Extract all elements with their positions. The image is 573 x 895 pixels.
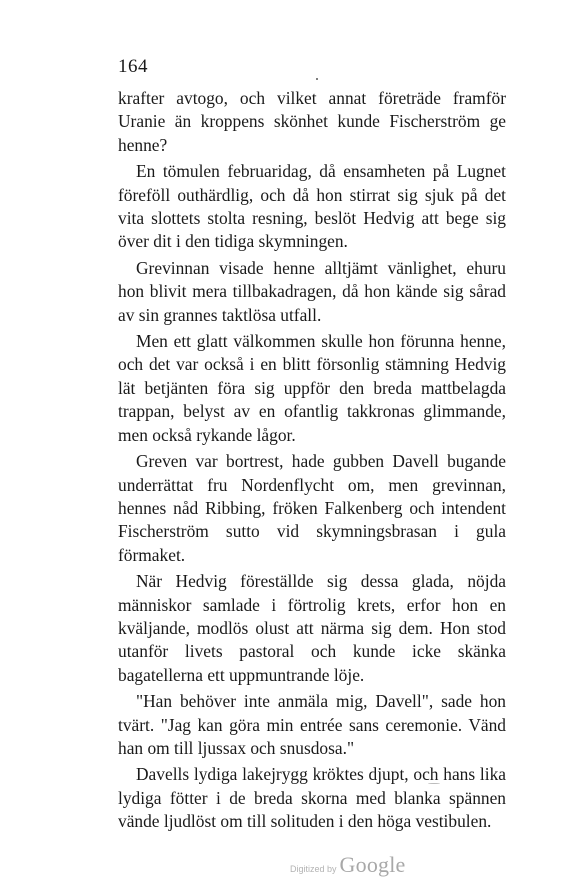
paragraph: Grevinnan visade henne alltjämt vänlighet, ehuru hon blivit mera tillbakadragen, då hon kände sig sårad av sin grannes taktlösa utfall.: [118, 257, 506, 325]
paragraph: "Han behöver inte anmäla mig, Davell", sade hon tvärt. "Jag kan göra min entrée sans ceremonie. Vänd han om till ljussax och snusdosa.": [118, 691, 506, 758]
watermark-prefix: Digitized by: [290, 864, 337, 874]
paragraph: Men ett glatt välkommen skulle hon förunna henne, och det var också i en blitt försonlig stämning Hedvig lät betjänten föra sig uppför den breda mattbelagda trappan, belyst av en ofantlig takkronas glimmande, men också rykande lågor.: [118, 331, 506, 445]
paragraph: Greven var bortrest, hade gubben Davell bugande underrättat fru Nordenflycht om, men grevinnan, hennes nåd Ribbing, fröken Falkenberg och intendent Fischerström sutto vid skymningsbrasan i gula förmaket.: [118, 451, 506, 565]
digitized-watermark: [290, 852, 406, 878]
print-speck: [316, 78, 318, 80]
paragraph: En tömulen februaridag, då ensamheten på Lugnet föreföll outhärdlig, och då hon stirrat sig sjuk på det vita slottets stolta resning, beslöt Hedvig att bege sig över dit i den tidiga skymningen.: [118, 161, 506, 252]
paragraph: krafter avtogo, och vilket annat företräde framför Uranie än kroppens skönhet kunde Fischerström ge henne?: [118, 88, 506, 155]
page-number: 164: [118, 56, 148, 77]
watermark-brand: Google: [339, 852, 406, 877]
body-text: [118, 87, 506, 834]
paragraph: Davells lydiga lakejrygg kröktes djupt, och hans lika lydiga fötter i de breda skorna med blanka spännen vände ljudlöst om till solituden i den höga vestibulen.: [118, 764, 506, 832]
paragraph: När Hedvig föreställde sig dessa glada, nöjda människor samlade i förtrolig krets, erfor hon en kväljande, modlös olust att närma sig dem. Hon stod utanför livets pastoral och kunde icke skänka bagatellerna ett uppmuntrande löje.: [118, 571, 506, 685]
